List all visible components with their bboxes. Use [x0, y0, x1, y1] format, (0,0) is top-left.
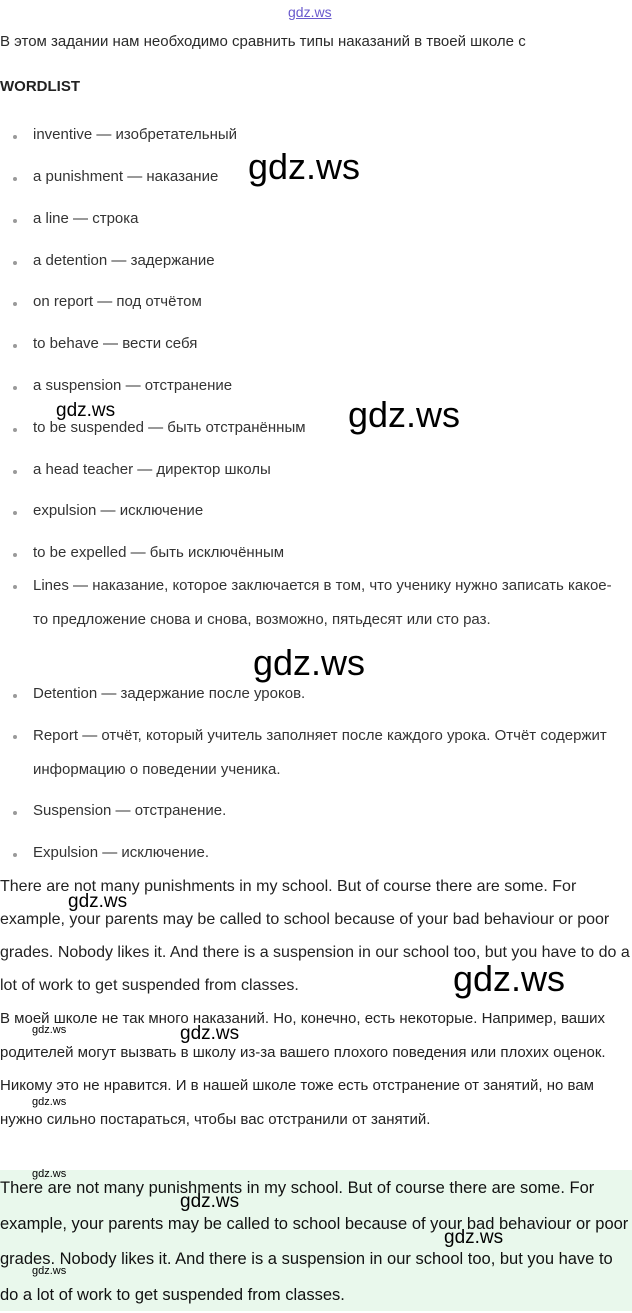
- list-item-text: to be suspended — быть отстранённым: [33, 419, 306, 436]
- watermark: gdz.ws: [32, 1096, 67, 1108]
- bullet-icon: [13, 177, 17, 181]
- list-item-text: a punishment — наказание: [33, 168, 219, 185]
- bullet-icon: [13, 853, 17, 857]
- watermark: gdz.ws: [180, 1191, 240, 1212]
- bullet-icon: [13, 470, 17, 474]
- list-item-text: Lines — наказание, которое заключается в том, что ученику нужно записать какое-то предложение снова и снова, возможно, пятьдесят или сто раз.: [33, 577, 612, 628]
- list-item-text: a head teacher — директор школы: [33, 461, 271, 478]
- bullet-icon: [13, 735, 17, 739]
- bullet-icon: [13, 135, 17, 139]
- watermark: gdz.ws: [56, 400, 116, 421]
- bullet-icon: [13, 261, 17, 265]
- bullet-icon: [13, 585, 17, 589]
- watermark: gdz.ws: [32, 1265, 67, 1277]
- wordlist-heading: WORDLIST: [0, 78, 80, 95]
- watermark: gdz.ws: [453, 958, 566, 999]
- watermark: gdz.ws: [253, 642, 366, 683]
- bullet-icon: [13, 219, 17, 223]
- bullet-icon: [13, 511, 17, 515]
- list-item-text: Report — отчёт, который учитель заполняет после каждого урока. Отчёт содержит информацию о поведении ученика.: [33, 727, 607, 778]
- watermark: gdz.ws: [32, 1168, 67, 1180]
- list-item-text: a line — строка: [33, 210, 139, 227]
- watermark-top-link[interactable]: gdz.ws: [288, 4, 332, 20]
- bullet-icon: [13, 302, 17, 306]
- paragraph-en-highlight: There are not many punishments in my school. But of course there are some. For example, your parents may be called to school because of your bad behaviour or poor grades. Nobody likes it. And there is a suspension in our school too, but you have to do a lot of work to get suspended from classes.: [0, 1179, 629, 1304]
- watermark: gdz.ws: [248, 146, 361, 187]
- list-item-text: to be expelled — быть исключённым: [33, 544, 285, 561]
- list-item-text: a suspension — отстранение: [33, 377, 233, 394]
- list-item-text: on report — под отчётом: [33, 293, 202, 310]
- paragraph-en: There are not many punishments in my school. But of course there are some. For example, your parents may be called to school because of your bad behaviour or poor grades. Nobody likes it. And there is a suspension in our school too, but you have to do a lot of work to get suspended from classes.: [0, 878, 630, 994]
- bullet-icon: [13, 386, 17, 390]
- list-item-text: inventive — изобретательный: [33, 126, 238, 143]
- list-item-text: expulsion — исключение: [33, 502, 204, 519]
- watermark: gdz.ws: [32, 1024, 67, 1036]
- bullet-icon: [13, 553, 17, 557]
- watermark: gdz.ws: [444, 1227, 504, 1248]
- intro-text: В этом задании нам необходимо сравнить типы наказаний в твоей школе с: [0, 33, 526, 50]
- list-item-text: Expulsion — исключение.: [33, 844, 209, 861]
- list-item-text: Suspension — отстранение.: [33, 802, 227, 819]
- watermark: gdz.ws: [180, 1023, 240, 1044]
- watermark: gdz.ws: [68, 891, 128, 912]
- bullet-icon: [13, 694, 17, 698]
- bullet-icon: [13, 811, 17, 815]
- bullet-icon: [13, 344, 17, 348]
- list-item-text: Detention — задержание после уроков.: [33, 685, 306, 702]
- list-item-text: to behave — вести себя: [33, 335, 198, 352]
- paragraph-ru: В моей школе не так много наказаний. Но, конечно, есть некоторые. Например, ваших родителей могут вызвать в школу из-за вашего плохого поведения или плохих оценок. Никому это не нравится. И в нашей школе тоже есть отстранение от занятий, но вам нужно сильно постараться, чтобы вас отстранили от занятий.: [0, 1010, 606, 1128]
- list-item-text: a detention — задержание: [33, 252, 215, 269]
- watermark: gdz.ws: [348, 394, 461, 435]
- bullet-icon: [13, 428, 17, 432]
